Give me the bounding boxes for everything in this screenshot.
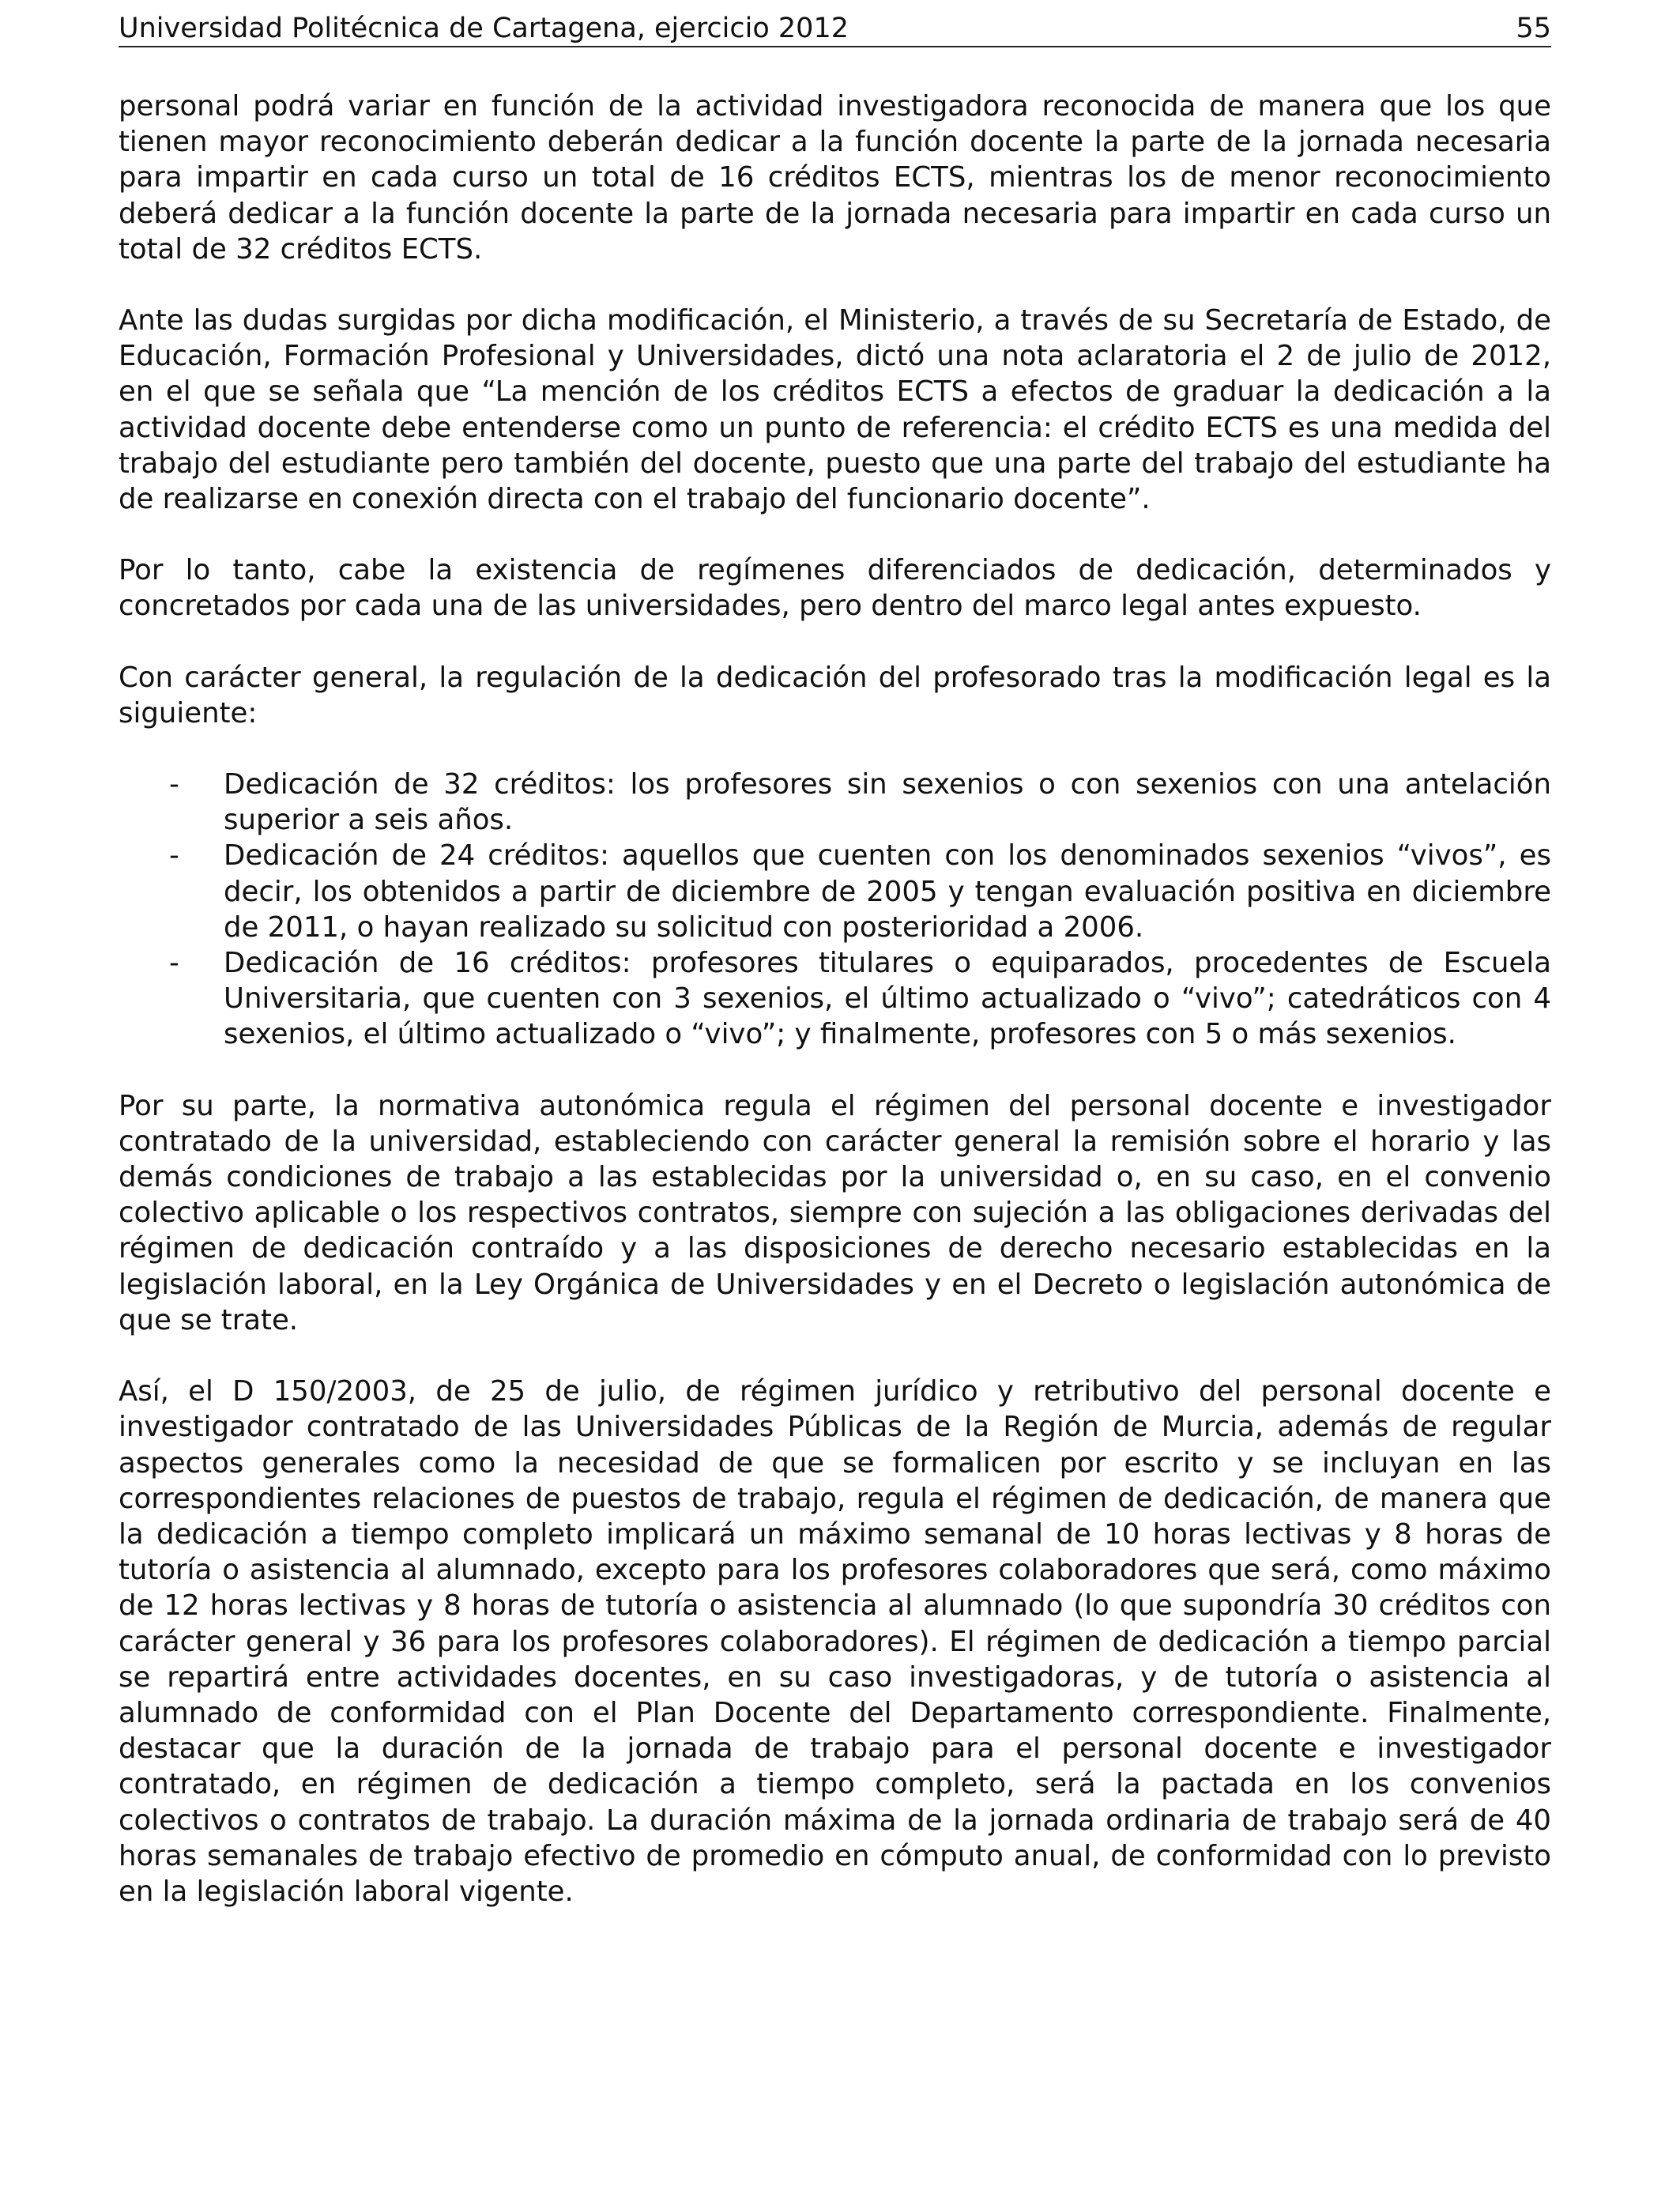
list-item bbox=[119, 767, 1551, 838]
document-body bbox=[119, 89, 1551, 1945]
paragraph: Por lo tanto, cabe la existencia de regímenes diferenciados de dedicación, determinados y concretados por cada una de las universidades, pero dentro del marco legal antes expuesto. bbox=[119, 554, 1551, 623]
list-item-text: Dedicación de 16 créditos: profesores titulares o equiparados, procedentes de Escuela Universitaria, que cuenten con 3 sexenios, el último actualizado o “vivo”; catedráticos con 4 sexenios, el último actualizado o “vivo”; y finalmente, profesores con 5 o más sexenios. bbox=[224, 947, 1551, 1051]
dedication-list bbox=[119, 767, 1551, 1053]
paragraph: Por su parte, la normativa autonómica regula el régimen del personal docente e investigador contratado de la universidad, estableciendo con carácter general la remisión sobre el horario y las demás condiciones de trabajo a las establecidas por la universidad o, en su caso, en el convenio colectivo aplicable o los respectivos contratos, siempre con sujeción a las obligaciones derivadas del régimen de dedicación contraído y a las disposiciones de derecho necesario establecidas en la legislación laboral, en la Ley Orgánica de Universidades y en el Decreto o legislación autonómica de que se trate. bbox=[119, 1089, 1551, 1336]
page-header bbox=[119, 8, 1551, 47]
page-number: 55 bbox=[1516, 13, 1551, 44]
paragraph: Con carácter general, la regulación de la dedicación del profesorado tras la modificación legal es la siguiente: bbox=[119, 661, 1551, 729]
header-title: Universidad Politécnica de Cartagena, ejercicio 2012 bbox=[119, 13, 849, 44]
paragraph: Ante las dudas surgidas por dicha modificación, el Ministerio, a través de su Secretaría de Estado, de Educación, Formación Profesional y Universidades, dictó una nota aclaratoria el 2 de julio de 2012, en el que se señala que “La mención de los créditos ECTS a efectos de graduar la dedicación a la actividad docente debe entenderse como un punto de referencia: el crédito ECTS es una medida del trabajo del estudiante pero también del docente, puesto que una parte del trabajo del estudiante ha de realizarse en conexión directa con el trabajo del funcionario docente”. bbox=[119, 304, 1551, 516]
list-bullet: - bbox=[169, 839, 179, 873]
paragraph: personal podrá variar en función de la actividad investigadora reconocida de manera que los que tienen mayor reconocimiento deberán dedicar a la función docente la parte de la jornada necesaria para impartir en cada curso un total de 16 créditos ECTS, mientras los de menor reconocimiento deberá dedicar a la función docente la parte de la jornada necesaria para impartir en cada curso un total de 32 créditos ECTS. bbox=[119, 90, 1551, 266]
paragraph: Así, el D 150/2003, de 25 de julio, de régimen jurídico y retributivo del personal docente e investigador contratado de las Universidades Públicas de la Región de Murcia, además de regular aspectos generales como la necesidad de que se formalicen por escrito y se incluyan en las correspondientes relaciones de puestos de trabajo, regula el régimen de dedicación, de manera que la dedicación a tiempo completo implicará un máximo semanal de 10 horas lectivas y 8 horas de tutoría o asistencia al alumnado, excepto para los profesores colaboradores que será, como máximo de 12 horas lectivas y 8 horas de tutoría o asistencia al alumnado (lo que supondría 30 créditos con carácter general y 36 para los profesores colaboradores). El régimen de dedicación a tiempo parcial se repartirá entre actividades docentes, en su caso investigadoras, y de tutoría o asistencia al alumnado de conformidad con el Plan Docente del Departamento correspondiente. Finalmente, destacar que la duración de la jornada de trabajo para el personal docente e investigador contratado, en régimen de dedicación a tiempo completo, será la pactada en los convenios colectivos o contratos de trabajo. La duración máxima de la jornada ordinaria de trabajo será de 40 horas semanales de trabajo efectivo de promedio en cómputo anual, de conformidad con lo previsto en la legislación laboral vigente. bbox=[119, 1375, 1551, 1908]
list-bullet: - bbox=[169, 768, 179, 801]
list-item bbox=[119, 838, 1551, 945]
list-item-text: Dedicación de 24 créditos: aquellos que cuenten con los denominados sexenios “vivos”, es decir, los obtenidos a partir de diciembre de 2005 y tengan evaluación positiva en diciembre de 2011, o hayan realizado su solicitud con posterioridad a 2006. bbox=[224, 839, 1551, 944]
list-bullet: - bbox=[169, 947, 179, 980]
list-item-text: Dedicación de 32 créditos: los profesores sin sexenios o con sexenios con una antelación superior a seis años. bbox=[224, 768, 1551, 837]
list-item bbox=[119, 945, 1551, 1053]
